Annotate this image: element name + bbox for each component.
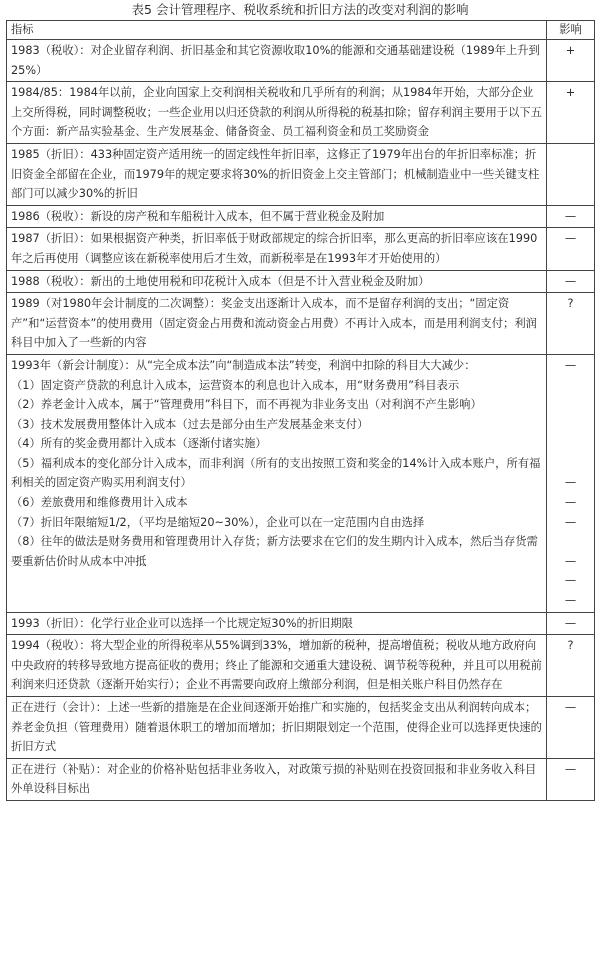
effect-mark: —	[564, 515, 577, 529]
table-row	[7, 82, 595, 144]
table-row	[7, 40, 595, 82]
effect-mark: —	[564, 594, 577, 608]
sub-item: （6）差旅费用和维修费用计入成本	[11, 496, 188, 510]
effect-mark	[547, 434, 594, 454]
effect-mark	[547, 532, 594, 552]
header-effect: 影响	[547, 21, 595, 40]
effect-mark	[547, 395, 594, 415]
effect-cell: +	[547, 82, 595, 144]
header-indicator: 指标	[7, 21, 547, 40]
indicator-cell: 1984/85：1984年以前，企业向国家上交利润相关税收和几乎所有的利润；从1984年开始，大部分企业上交所得税，同时调整税收；一些企业用以归还贷款的利润从所得税的税基扣除；留存利润主要用于以下五个方面：新产品实验基金、生产发展基金、储备资金、员工福利资金和员工奖励资金	[7, 82, 547, 144]
table-row	[7, 354, 595, 612]
effect-cell: —	[547, 612, 595, 635]
effect-cell: —	[547, 697, 595, 759]
header-row	[7, 21, 595, 40]
effect-cell: —	[547, 270, 595, 293]
table-row	[7, 697, 595, 759]
sub-item: （2）养老金计入成本，属于“管理费用”科目下，而不再视为非业务支出（对利润不产生影响）	[11, 398, 482, 412]
indicator-cell: 正在进行（补贴）：对企业的价格补贴包括非业务收入，对政策亏损的补贴则在投资回报和非业务收入科目外单设科目标出	[7, 758, 547, 800]
effect-mark: —	[564, 358, 577, 372]
indicator-cell: 1988（税收）：新出的土地使用税和印花税计入成本（但是不计入营业税金及附加）	[7, 270, 547, 293]
effect-cell: —	[547, 228, 595, 270]
effect-mark: —	[564, 496, 577, 510]
indicator-cell: 1987（折旧）：如果根据资产种类，折旧率低于财政部规定的综合折旧率，那么更高的折旧率应该在1990年之后再使用（调整应该在新税率使用后才生效，而新税率是在1993年才开始使用的）	[7, 228, 547, 270]
indicator-text: 1993年（新会计制度）：从“完全成本法”向“制造成本法”转变，利润中扣除的科目大大减少：	[11, 358, 476, 372]
effect-cell: —	[547, 205, 595, 228]
effect-mark: —	[564, 554, 577, 568]
sub-item: （5）福利成本的变化部分计入成本，而非利润（所有的支出按照工资和奖金的14%计入成本账户，所有福利相关的固定资产购买用利润支付）	[11, 456, 541, 490]
effect-cell: —	[547, 758, 595, 800]
effect-mark	[547, 454, 594, 474]
table-row	[7, 635, 595, 697]
effect-cell: ?	[547, 635, 595, 697]
effect-mark: —	[564, 574, 577, 588]
table-row	[7, 758, 595, 800]
indicator-cell: 1989（对1980年会计制度的二次调整）：奖金支出逐渐计入成本，而不是留存利润的支出；“固定资产”和“运营资本”的使用费用（固定资金占用费和流动资金占用费）不再计入成本，而是用利润支付；利润科目中加入了一些新的内容	[7, 293, 547, 355]
effect-cell: ?	[547, 293, 595, 355]
sub-item: （1）固定资产贷款的利息计入成本，运营资本的利息也计入成本，用“财务费用”科目表示	[11, 378, 460, 392]
sub-item: （7）折旧年限缩短1/2，（平均是缩短20~30%），企业可以在一定范围内自由选择	[11, 515, 425, 529]
indicator-cell: 1986（税收）：新设的房产税和车船税计入成本，但不属于营业税金及附加	[7, 205, 547, 228]
effect-cell	[547, 143, 595, 205]
indicator-cell: 1994（税收）：将大型企业的所得税率从55%调到33%，增加新的税种，提高增值税；税收从地方政府向中央政府的转移导致地方提高征收的费用；终止了能源和交通重大建设税、调节税等税种，并且可以用税前利润来归还贷款（逐渐开始实行）；企业不再需要向政府上缴部分利润，但是相关账户科目仍然存在	[7, 635, 547, 697]
sub-item: （3）技术发展费用整体计入成本（过去是部分由生产发展基金来支付）	[11, 417, 369, 431]
table-row	[7, 293, 595, 355]
effect-mark: —	[564, 476, 577, 490]
table-row	[7, 612, 595, 635]
indicator-cell: 1983（税收）：对企业留存利润、折旧基金和其它资源收取10%的能源和交通基础建设税（1989年上升到25%）	[7, 40, 547, 82]
table-caption: 表5 会计管理程序、税收系统和折旧方法的改变对利润的影响	[131, 2, 469, 17]
effect-mark	[547, 376, 594, 396]
indicator-cell: 1993（折旧）：化学行业企业可以选择一个比规定短30%的折旧期限	[7, 612, 547, 635]
table-row	[7, 228, 595, 270]
effect-mark	[547, 415, 594, 435]
sub-item: （4）所有的奖金费用都计入成本（逐渐付诸实施）	[11, 437, 267, 451]
table-row	[7, 270, 595, 293]
indicator-cell: 1985（折旧）：433种固定资产适用统一的固定线性年折旧率，这修正了1979年出台的年折旧率标准；折旧资金全部留在企业，而1979年的规定要求将30%的折旧资金上交主管部门；机械制造业中一些关键支柱部门可以减少30%的折旧	[7, 143, 547, 205]
effect-cell	[547, 354, 595, 612]
effect-cell: +	[547, 40, 595, 82]
table-row	[7, 205, 595, 228]
indicator-cell	[7, 354, 547, 612]
table-row	[7, 143, 595, 205]
indicator-cell: 正在进行（会计）：上述一些新的措施是在企业间逐渐开始推广和实施的，包括奖金支出从利润转向成本；养老金负担（管理费用）随着退休职工的增加而增加；折旧期限划定一个范围，使得企业可以选择更快速的折旧方式	[7, 697, 547, 759]
data-table	[6, 20, 595, 801]
sub-item: （8）往年的做法是财务费用和管理费用计入存货；新方法要求在它们的发生期内计入成本，然后当存货需要重新估价时从成本中冲抵	[11, 535, 538, 568]
